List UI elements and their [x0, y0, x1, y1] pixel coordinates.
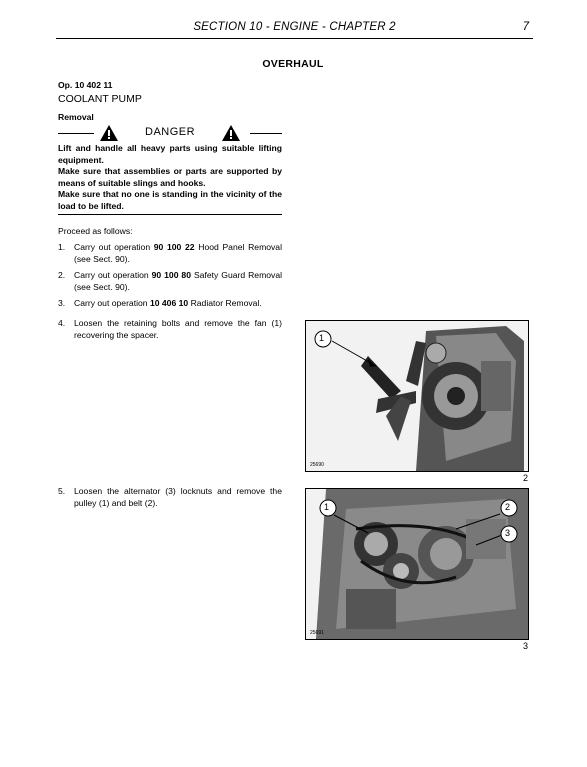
figure-code: 25690	[310, 462, 324, 468]
step-text: Carry out operation 90 100 22 Hood Panel Removal (see Sect. 90).	[74, 242, 283, 264]
figure-number: 2	[523, 473, 529, 483]
callout-1: 1	[319, 333, 325, 343]
danger-rule-left	[58, 133, 94, 134]
figure-pulley-belt	[305, 488, 529, 640]
subheading-removal: Removal	[58, 112, 94, 122]
callout-1: 1	[324, 502, 330, 512]
figure-number: 3	[523, 641, 529, 651]
danger-text	[58, 143, 282, 213]
danger-banner	[58, 124, 282, 142]
engine-fan-illustration	[306, 321, 528, 471]
danger-rule-right	[250, 133, 282, 134]
operation-code: Op. 10 402 11	[58, 80, 113, 90]
overhaul-heading: OVERHAUL	[262, 58, 324, 70]
step-text: Loosen the retaining bolts and remove the fan (1) recovering the spacer.	[74, 318, 282, 340]
callout-3: 3	[505, 528, 511, 538]
callout-2: 2	[505, 502, 511, 512]
danger-line: Make sure that no one is standing in the vicinity of the load to be lifted.	[58, 189, 282, 211]
figure-fan	[305, 320, 529, 472]
danger-line: Make sure that assemblies or parts are supported by means of suitable slings and hooks.	[58, 166, 282, 188]
step-number: 4.	[58, 318, 66, 328]
step-number: 1.	[58, 242, 66, 252]
section-title: SECTION 10 - ENGINE - CHAPTER 2	[193, 21, 396, 33]
page-number: 7	[522, 21, 529, 33]
step-text: Loosen the alternator (3) locknuts and remove the pulley (1) and belt (2).	[74, 486, 282, 508]
step-text: Carry out operation 90 100 80 Safety Guard Removal (see Sect. 90).	[74, 270, 283, 292]
danger-line: Lift and handle all heavy parts using suitable lifting equipment.	[58, 143, 282, 165]
figure-code: 25691	[310, 630, 324, 636]
page-header	[56, 18, 533, 39]
pulley-belt-alternator-illustration	[306, 489, 528, 639]
proceed-text: Proceed as follows:	[58, 226, 133, 236]
danger-label: DANGER	[145, 126, 196, 138]
page-title: COOLANT PUMP	[58, 93, 142, 105]
step-text: Carry out operation 10 406 10 Radiator Removal.	[74, 298, 262, 308]
step-number: 5.	[58, 486, 66, 496]
step-number: 3.	[58, 298, 66, 308]
warning-triangle-icon	[222, 125, 240, 141]
danger-divider	[58, 214, 282, 215]
step-number: 2.	[58, 270, 66, 280]
warning-triangle-icon	[100, 125, 118, 141]
